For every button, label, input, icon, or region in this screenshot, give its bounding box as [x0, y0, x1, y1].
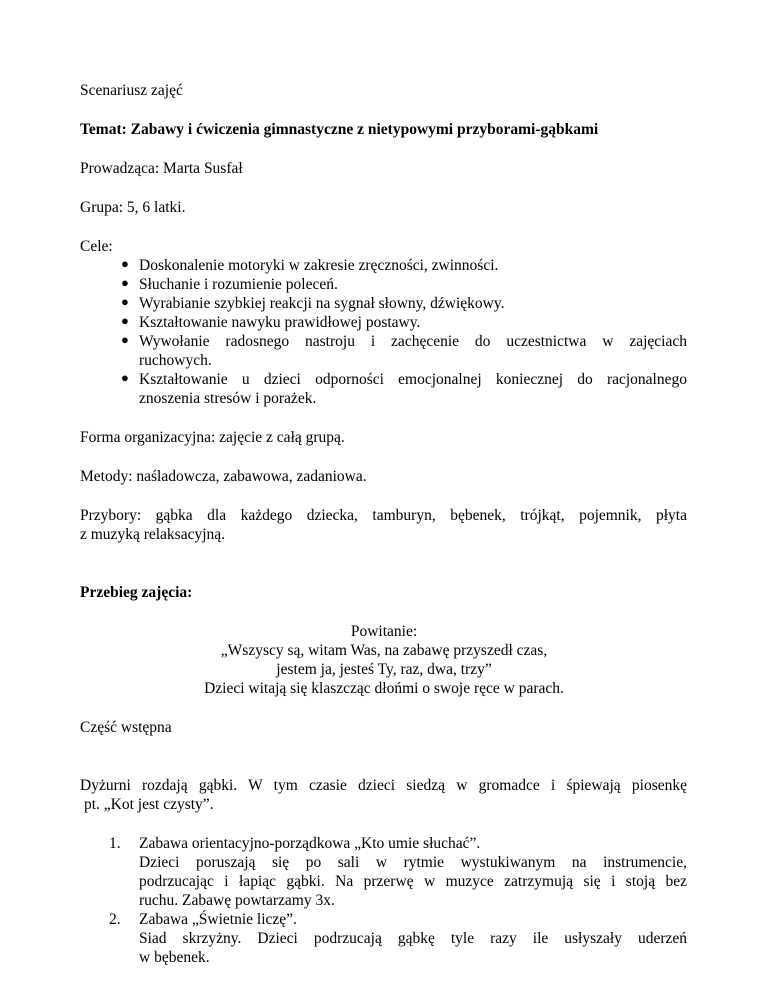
greeting-heading: Powitanie:	[350, 623, 418, 640]
topic-text: Temat: Zabawy i ćwiczenia gimnastyczne z nietypowymi przyborami-gąbkami	[80, 121, 599, 138]
intro-part-heading: Część wstępna	[80, 719, 172, 736]
group: Grupa: 5, 6 latki.	[80, 199, 186, 216]
activity-line: w bębenek.	[139, 949, 210, 966]
greeting-line: jestem ja, jesteś Ty, raz, dwa, trzy”	[276, 661, 492, 678]
activity-number: 2.	[109, 911, 121, 928]
activity-line: ruchu. Zabawę powtarzamy 3x.	[139, 892, 335, 909]
bullet-icon: ●	[121, 370, 129, 385]
greeting-line: „Wszyscy są, witam Was, na zabawę przyszedł czas,	[220, 642, 548, 659]
bullet-icon: ●	[121, 256, 129, 271]
document-title: Scenariusz zajęć	[80, 82, 183, 99]
goals-heading: Cele:	[80, 238, 113, 255]
goal-item-line: Kształtowanie u dzieci odporności emocjonalnej koniecznej do racjonalnego	[139, 371, 687, 388]
course-heading	[80, 583, 192, 602]
organization-form: Forma organizacyjna: zajęcie z całą grupą.	[80, 429, 345, 446]
activity-number: 1.	[109, 835, 121, 852]
goal-item-line: Wywołanie radosnego nastroju i zachęcenie do uczestnictwa w zajęciach	[139, 333, 687, 350]
activity-line: podrzucając i łapiąc gąbki. Na przerwę w muzyce zatrzymują się i stoją bez	[139, 873, 687, 890]
bullet-icon: ●	[121, 275, 129, 290]
goal-item: Słuchanie i rozumienie poleceń.	[139, 276, 338, 293]
activity-title: Zabawa „Świetnie liczę”.	[139, 911, 297, 928]
greeting-line: Dzieci witają się klaszcząc dłońmi o swoje ręce w parach.	[204, 680, 564, 697]
activity-line: Dzieci poruszają się po sali w rytmie wystukiwanym na instrumencie,	[139, 854, 687, 871]
goal-item: Kształtowanie nawyku prawidłowej postawy.	[139, 314, 421, 331]
goal-item-line: ruchowych.	[139, 352, 212, 369]
goal-item: Wyrabianie szybkiej reakcji na sygnał słowny, dźwiękowy.	[139, 295, 505, 312]
duty-line: Dyżurni rozdają gąbki. W tym czasie dzieci siedzą w gromadce i śpiewają piosenkę	[80, 777, 687, 794]
equipment-line: z muzyką relaksacyjną.	[80, 526, 226, 543]
leader: Prowadząca: Marta Susfał	[80, 160, 243, 177]
course-heading-text: Przebieg zajęcia:	[80, 584, 193, 601]
bullet-icon: ●	[121, 332, 129, 347]
activity-title: Zabawa orientacyjno-porządkowa „Kto umie słuchać”.	[139, 835, 481, 852]
bullet-icon: ●	[121, 313, 129, 328]
methods: Metody: naśladowcza, zabawowa, zadaniowa.	[80, 468, 367, 485]
activity-line: Siad skrzyżny. Dzieci podrzucają gąbkę tyle razy ile usłyszały uderzeń	[139, 930, 687, 947]
duty-line: pt. „Kot jest czysty”.	[84, 796, 214, 813]
bullet-icon: ●	[121, 294, 129, 309]
topic	[80, 120, 598, 139]
goal-item: Doskonalenie motoryki w zakresie zręczności, zwinności.	[139, 257, 499, 274]
equipment-line: Przybory: gąbka dla każdego dziecka, tamburyn, bębenek, trójkąt, pojemnik, płyta	[80, 507, 687, 524]
goal-item-line: znoszenia stresów i porażek.	[139, 390, 317, 407]
